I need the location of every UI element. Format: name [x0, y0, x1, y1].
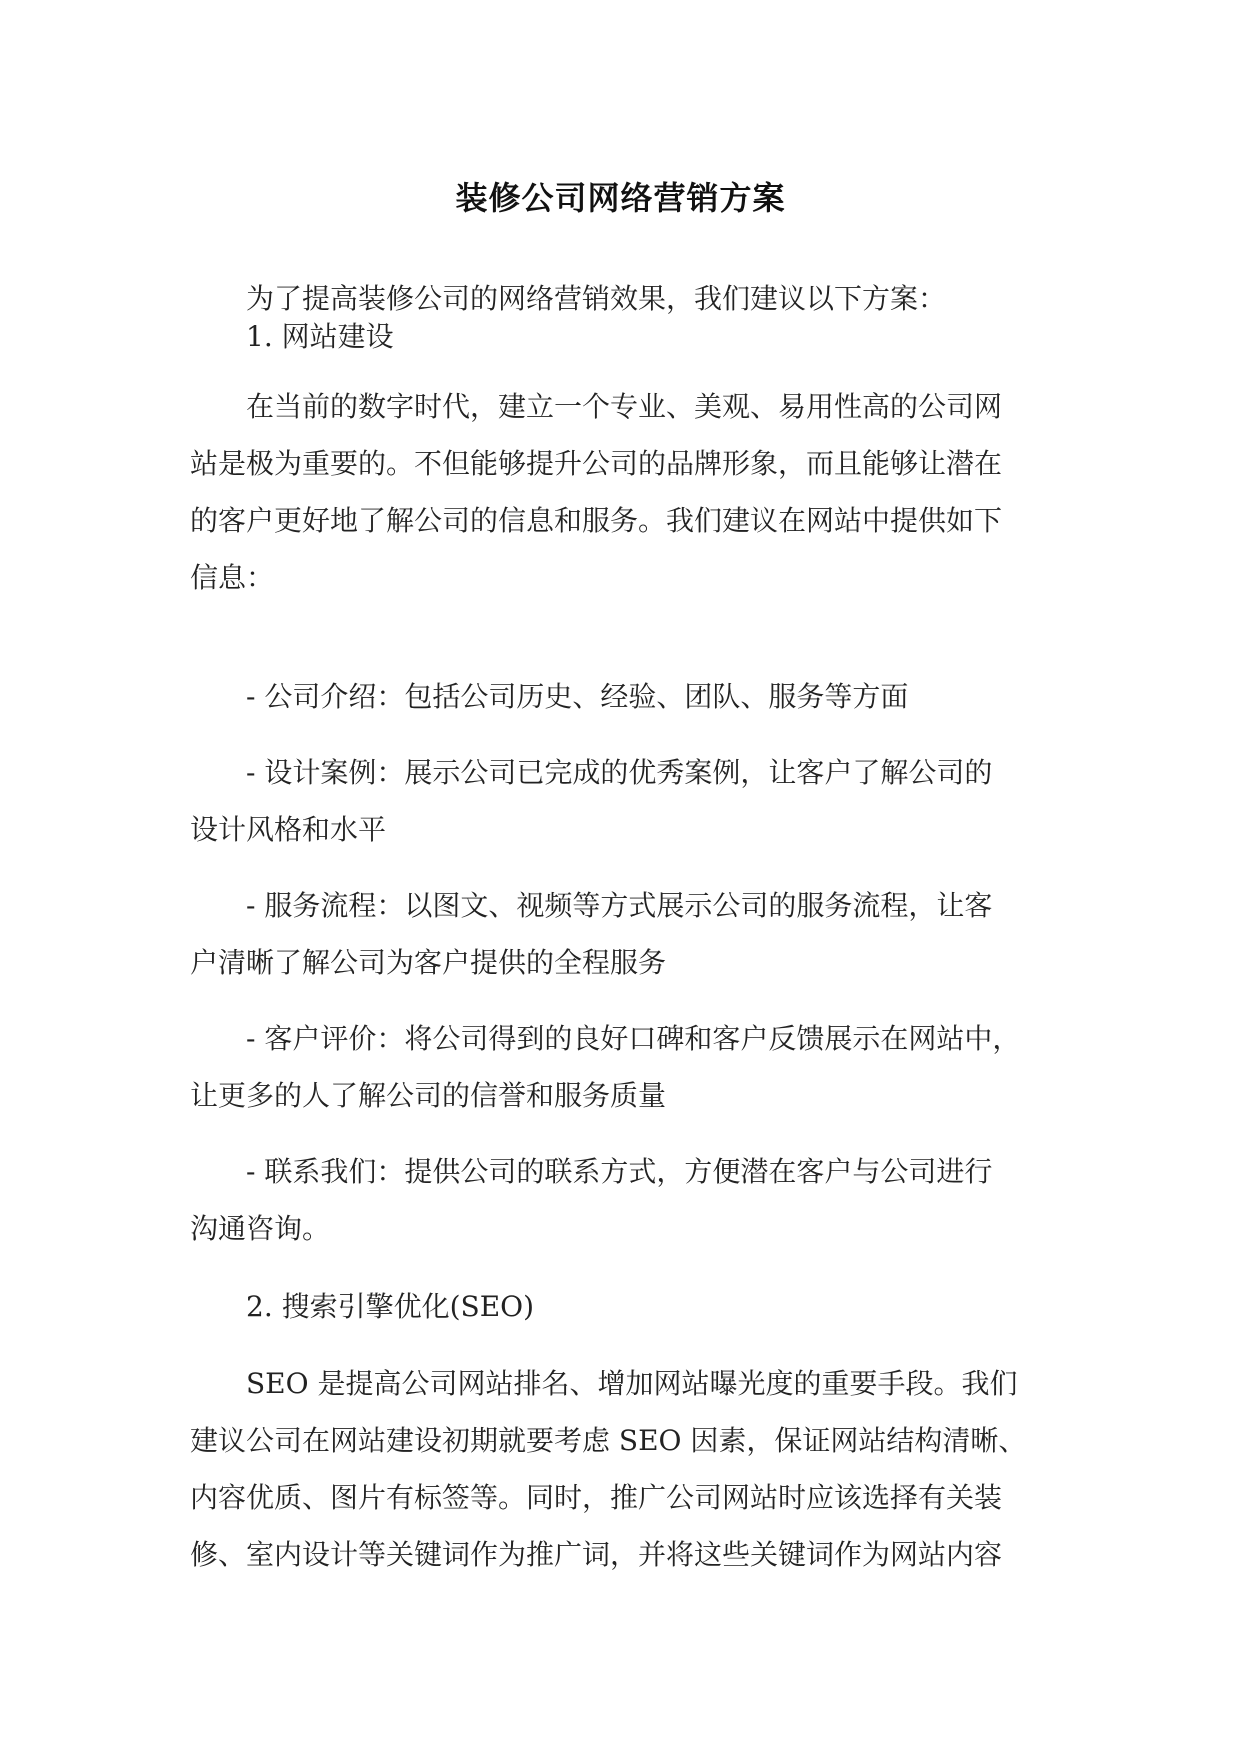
list-item-line: - 设计案例：展示公司已完成的优秀案例，让客户了解公司的 — [246, 756, 993, 789]
paragraph-line: 站是极为重要的。不但能够提升公司的品牌形象，而且能够让潜在 — [190, 447, 1003, 480]
list-item-contact-us — [190, 1143, 1040, 1257]
paragraph-line: 修、室内设计等关键词作为推广词，并将这些关键词作为网站内容 — [190, 1538, 1003, 1571]
paragraph-line: 的客户更好地了解公司的信息和服务。我们建议在网站中提供如下 — [190, 504, 1003, 537]
list-item-line: - 客户评价：将公司得到的良好口碑和客户反馈展示在网站中， — [246, 1022, 1021, 1055]
list-item-design-cases — [190, 744, 1040, 858]
list-item-company-intro — [190, 668, 1040, 725]
list-item-service-process — [190, 877, 1040, 991]
list-item-line: - 公司介绍：包括公司历史、经验、团队、服务等方面 — [246, 680, 909, 713]
section-heading-text: 2. 搜索引擎优化(SEO) — [246, 1290, 535, 1323]
paragraph-line: SEO 是提高公司网站排名、增加网站曝光度的重要手段。我们 — [246, 1367, 1018, 1400]
list-item-line: 设计风格和水平 — [190, 813, 387, 846]
list-item-line: - 联系我们：提供公司的联系方式，方便潜在客户与公司进行 — [246, 1155, 993, 1188]
list-item-line: 让更多的人了解公司的信誉和服务质量 — [190, 1079, 667, 1112]
paragraph-line: 内容优质、图片有标签等。同时，推广公司网站时应该选择有关装 — [190, 1481, 1003, 1514]
list-item-line: - 服务流程：以图文、视频等方式展示公司的服务流程，让客 — [246, 889, 993, 922]
section-heading-text: 1. 网站建设 — [246, 320, 394, 353]
paragraph-line: 在当前的数字时代，建立一个专业、美观、易用性高的公司网 — [246, 390, 1003, 423]
document-title: 装修公司网络营销方案 — [455, 179, 786, 217]
list-item-customer-reviews — [190, 1010, 1040, 1124]
section-1-paragraph — [190, 378, 1040, 606]
paragraph-line: 为了提高装修公司的网络营销效果，我们建议以下方案： — [246, 282, 947, 315]
section-2-paragraph — [190, 1355, 1040, 1583]
list-item-line: 沟通咨询。 — [190, 1212, 331, 1245]
list-item-line: 户清晰了解公司为客户提供的全程服务 — [190, 946, 667, 979]
section-1-heading — [190, 308, 1040, 365]
paragraph-line: 信息： — [190, 561, 275, 594]
paragraph-line: 建议公司在网站建设初期就要考虑 SEO 因素，保证网站结构清晰、 — [190, 1424, 1027, 1457]
section-2-heading — [190, 1278, 1040, 1335]
